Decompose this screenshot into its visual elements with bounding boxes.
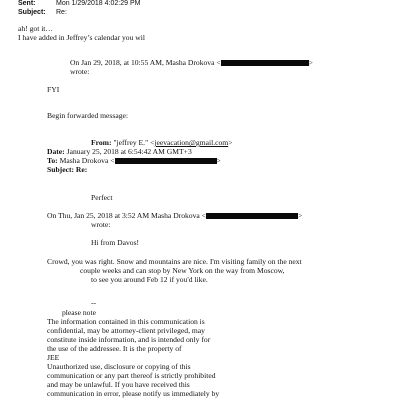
reply-line-2: I have added in Jeffrey’s calendar you wil: [18, 33, 146, 42]
forwarded-date-row: [47, 147, 192, 156]
quote1-attribution-text: On Jan 29, 2018, at 10:55 AM, Masha Drokova <: [70, 58, 221, 67]
forwarded-subject-label: Subject:: [47, 165, 74, 174]
forwarded-from-end: >: [228, 138, 233, 147]
quote2-attribution: [47, 211, 302, 220]
forwarded-to-label: To:: [47, 156, 58, 165]
disclaimer-line: JEE: [47, 353, 60, 362]
forwarded-from-label: From:: [91, 138, 112, 147]
quote1-attribution-end: >: [308, 58, 313, 67]
disclaimer-line: constitute inside information, and is intended only for: [47, 335, 211, 344]
subject-row: [18, 7, 67, 17]
disclaimer-line: Unauthorized use, disclosure or copying of this: [47, 362, 191, 371]
subject-label: Subject:: [18, 9, 46, 16]
disclaimer-line: The information contained in this communication is: [47, 317, 205, 326]
crowd-line-2: couple weeks and can stop by New York on the way from Moscow,: [80, 266, 285, 275]
perfect-text: Perfect: [91, 193, 113, 202]
forwarded-date-label: Date:: [47, 147, 65, 156]
forwarded-subject-value: Re:: [75, 165, 88, 174]
disclaimer-line: and may be unlawful. If you have received this: [47, 380, 190, 389]
quote1-attribution: [70, 58, 313, 67]
redaction-bar: [221, 60, 309, 66]
forwarded-from-email[interactable]: jeevacation@gmail.com: [154, 138, 229, 147]
disclaimer-line: communication in error, please notify us immediately by: [47, 389, 220, 398]
disclaimer-line: communication or any part thereof is strictly prohibited: [47, 371, 216, 380]
quote2-attribution-text: On Thu, Jan 25, 2018 at 3:52 AM Masha Drokova <: [47, 211, 206, 220]
fyi-text: FYI: [47, 85, 60, 94]
forwarded-from-value: "jeffrey E." <: [113, 138, 155, 147]
forwarded-to-row: [47, 156, 221, 165]
crowd-line-3: to see you around Feb 12 if you'd like.: [91, 275, 208, 284]
forwarded-date-value: January 25, 2018 at 6:54:42 AM GMT+3: [66, 147, 192, 156]
redaction-bar: [115, 158, 217, 164]
reply-line-1: ah! got it…: [18, 24, 54, 33]
forwarded-to-end: >: [216, 156, 221, 165]
forwarded-to-value: Masha Drokova <: [59, 156, 115, 165]
signature-dashes: --: [91, 298, 97, 307]
quote2-wrote: wrote:: [91, 220, 111, 229]
quote1-wrote: wrote:: [70, 67, 90, 76]
signature-please-note: please note: [62, 308, 96, 317]
subject-value: Re:: [56, 9, 67, 16]
disclaimer-line: confidential, may be attorney-client privileged, may: [47, 326, 205, 335]
forwarded-subject-row: [47, 165, 87, 174]
forwarded-intro: Begin forwarded message:: [47, 111, 128, 120]
quote2-attribution-end: >: [297, 211, 303, 220]
redaction-bar: [206, 213, 298, 219]
disclaimer-line: the use of the addressee. It is the property of: [47, 344, 182, 353]
davos-text: Hi from Davos!: [91, 238, 140, 247]
sent-label: Sent:: [18, 0, 36, 7]
sent-value: Mon 1/29/2018 4:02:29 PM: [56, 0, 141, 7]
crowd-line-1: Crowd, you was right. Snow and mountains are nice. I'm visiting family on the next: [47, 257, 302, 266]
forwarded-from-row: [91, 138, 233, 147]
